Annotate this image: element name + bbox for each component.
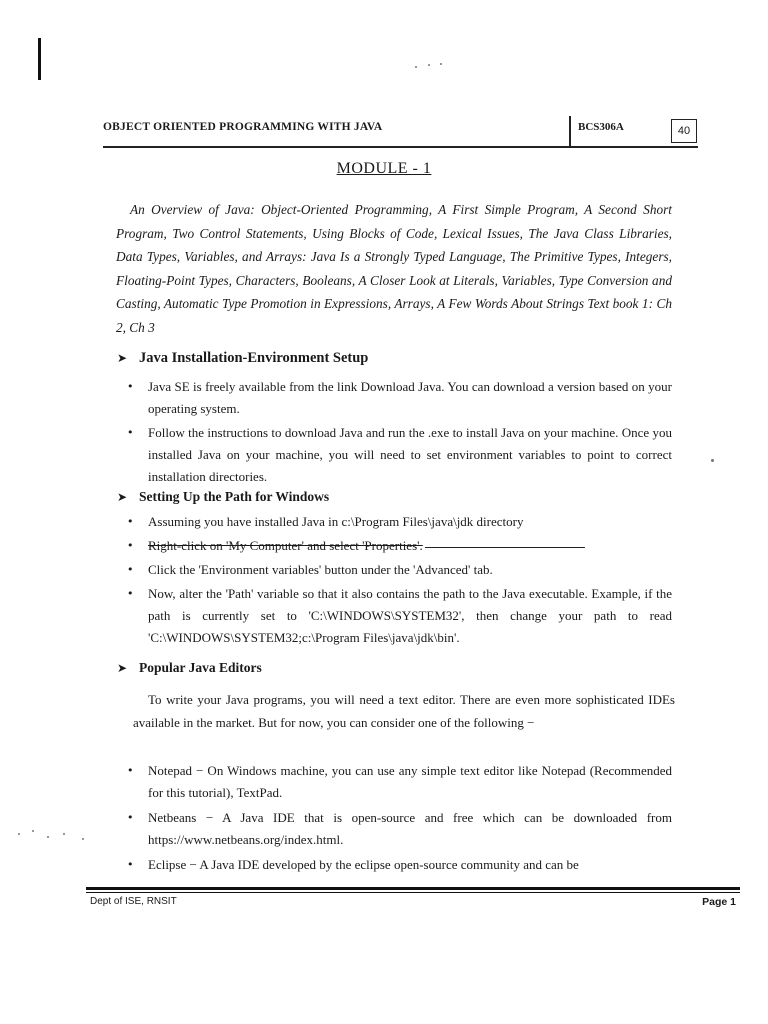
list-item: • Now, alter the 'Path' variable so that it also contains the path to the Java executable. Example, if the path is currently set to 'C:\WINDOWS\SYSTEM32', then change your path to read 'C:\WINDOWS\SYSTEM32;c:\Program Files\java\jdk\bin'. (148, 583, 672, 649)
arrow-bullet-icon: ➤ (117, 490, 128, 504)
scan-speck (63, 833, 65, 835)
header-rule (103, 146, 698, 148)
footer-rule (86, 892, 740, 893)
list-item: • Click the 'Environment variables' button under the 'Advanced' tab. (148, 559, 672, 581)
section-intro: To write your Java programs, you will need a text editor. There are even more sophisticated IDEs available in the market. But for now, you can consider one of the following − (133, 692, 675, 730)
scan-margin-mark (38, 38, 41, 80)
section-heading (117, 660, 262, 676)
arrow-bullet-icon: ➤ (117, 351, 128, 365)
list-item: • Assuming you have installed Java in c:\Program Files\java\jdk directory (148, 511, 672, 533)
list-item: • Java SE is freely available from the link Download Java. You can download a version based on your operating system. (148, 376, 672, 420)
scan-speck (711, 459, 714, 462)
module-title: MODULE - 1 (336, 160, 432, 177)
scan-speck (32, 830, 34, 832)
section-heading (117, 350, 368, 367)
section-heading (117, 489, 329, 505)
section-heading-text: Popular Java Editors (139, 660, 262, 675)
section-heading-text: Setting Up the Path for Windows (139, 489, 330, 504)
bullet-list (148, 760, 672, 879)
scan-speck (47, 836, 49, 838)
footer-dept: Dept of ISE, RNSIT (90, 896, 177, 907)
list-item-struck (148, 535, 672, 557)
header-separator (569, 116, 571, 146)
scan-speck (440, 63, 442, 65)
list-item: • Follow the instructions to download Java and run the .exe to install Java on your machine. Once you installed Java on your machine, you will need to set environment variables to point to correct installation directories. (148, 422, 672, 488)
footer-rule (86, 887, 740, 890)
course-title: OBJECT ORIENTED PROGRAMMING WITH JAVA (103, 121, 383, 133)
module-overview: An Overview of Java: Object-Oriented Programming, A First Simple Program, A Second Short Program, Two Control Statements, Using Blocks of Code, Lexical Issues, The Java Class Libraries, Data Types, Variables, and Arrays: Java Is a Strongly Typed Language, The Primitive Types, Integers, Floating-Point Types, Characters, Booleans, A Closer Look at Literals, Variables, Type Conversion and Casting, Automatic Type Promotion in Expressions, Arrays, A Few Words About Strings Text book 1: Ch 2, Ch 3 (116, 202, 672, 335)
list-item: • Netbeans − A Java IDE that is open-source and free which can be downloaded from https://www.netbeans.org/index.html. (148, 807, 672, 851)
arrow-bullet-icon: ➤ (117, 661, 128, 675)
strike-line (425, 547, 585, 548)
bullet-list (148, 511, 672, 651)
list-item: • Notepad − On Windows machine, you can use any simple text editor like Notepad (Recommended for this tutorial), TextPad. (148, 760, 672, 804)
scan-speck (18, 833, 20, 835)
page-header (103, 110, 703, 152)
section-heading-text: Java Installation-Environment Setup (139, 350, 369, 366)
course-code: BCS306A (578, 121, 624, 133)
scan-speck (415, 66, 417, 68)
scan-speck (82, 838, 84, 840)
list-item: • Eclipse − A Java IDE developed by the eclipse open-source community and can be (148, 854, 672, 876)
struck-text: Right-click on 'My Computer' and select 'Properties'. (148, 538, 423, 553)
header-page-box: 40 (671, 119, 697, 143)
footer-page-number: Page 1 (702, 896, 736, 908)
scan-speck (428, 64, 430, 66)
bullet-list (148, 376, 672, 490)
